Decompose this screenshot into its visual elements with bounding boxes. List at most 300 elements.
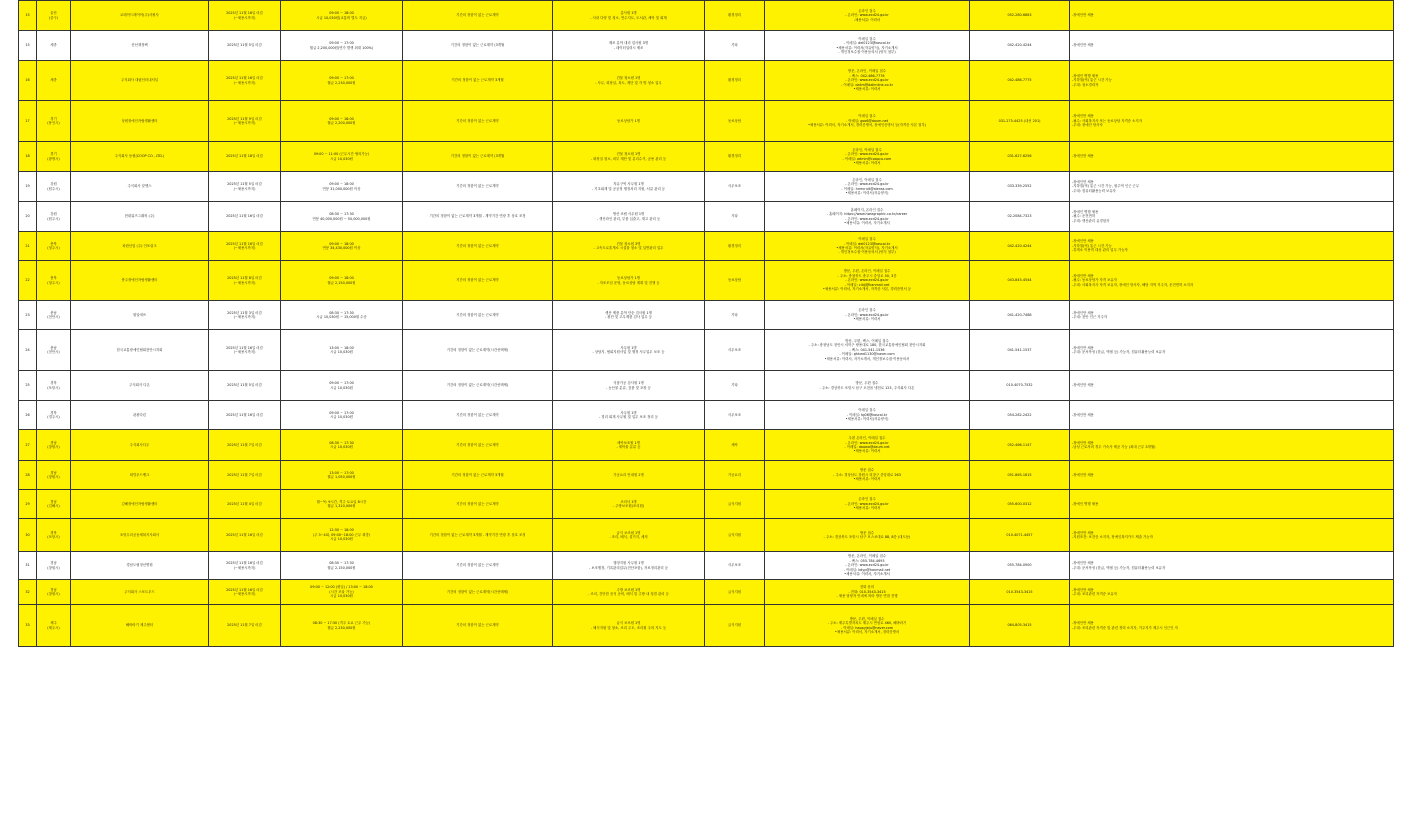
cell-phone — [970, 172, 1070, 202]
cell-apply-line: - 이메일: tg06@koscol.kr — [846, 412, 888, 417]
cell-phone — [970, 261, 1070, 301]
cell-company — [71, 605, 209, 647]
cell-hours — [281, 1, 403, 31]
cell-duration-text: 기간의 정함이 없는 근로계약 (3개월 — [450, 154, 505, 159]
cell-reqs-line: -장애인만 채용 — [1072, 587, 1094, 592]
cell-hours-line: 월급 1,310,000원 — [327, 504, 356, 508]
cell-region — [37, 61, 71, 101]
cell-deadline-line: 2025년 11월 7일 마감 — [227, 442, 262, 447]
cell-region-line: (중구) — [48, 15, 59, 20]
cell-duration — [403, 401, 553, 430]
cell-type-text: 동료상담 — [727, 278, 742, 283]
cell-reqs-line: -장애인만 채용 — [1072, 345, 1094, 350]
cell-apply-line: 전화 문의 — [859, 585, 875, 590]
cell-region-line: (창원시) — [47, 445, 60, 449]
cell-type-text: 급식지원 — [727, 589, 742, 594]
cell-region — [37, 172, 71, 202]
cell-type-text: 급식지원 — [727, 623, 742, 628]
cell-region-line: (포항시) — [47, 385, 60, 390]
cell-duty-line: 총사원 1명 — [620, 11, 637, 16]
cell-deadline — [209, 430, 281, 461]
cell-duration-text: 기간의 정함이 없는 근로계약 — [456, 623, 499, 628]
cell-type — [705, 490, 765, 519]
row-number: 28 — [25, 472, 30, 477]
cell-phone — [970, 202, 1070, 232]
cell-apply-line: •채용서류: 이력서 — [853, 449, 881, 454]
cell-duration-text: 기간의 정함이 없는 근로계약 — [456, 13, 499, 18]
cell-phone — [970, 61, 1070, 101]
cell-apply — [765, 371, 970, 401]
cell-apply-line: - 온라인: www.ecd24.go.kr — [845, 182, 889, 187]
cell-deadline — [209, 1, 281, 31]
cell-company — [71, 232, 209, 261]
cell-duty — [553, 261, 705, 301]
cell-phone-text: 033-339-2552 — [1007, 184, 1032, 189]
cell-phone — [970, 552, 1070, 580]
cell-apply-line: - 전화: 010-3543-3415 — [848, 589, 886, 594]
cell-reqs-line: -지하철(역) 통근 시간 가능, 원주역 인근 근무 — [1072, 184, 1140, 189]
cell-phone — [970, 430, 1070, 461]
cell-duty — [553, 61, 705, 101]
cell-deadline-line: (~채용시까지) — [233, 121, 256, 125]
cell-hours-line: 월급 2,150,000원 — [327, 280, 356, 285]
cell-duty — [553, 202, 705, 232]
cell-hours — [281, 330, 403, 371]
cell-apply — [765, 261, 970, 301]
cell-reqs-line: -필수: 사회복지사 또는 동료상담 자격증 소지자 — [1072, 118, 1142, 123]
cell-phone-text: 042-420-4244 — [1007, 243, 1032, 248]
cell-apply-line: -채용서류: 이력서 — [853, 17, 881, 22]
cell-hours-line: 월급 2,200,000원(연가 발생 최대 100%) — [309, 45, 374, 50]
cell-apply-line: 방문, 온라인, 이메일 접수 — [847, 69, 887, 74]
row-number: 30 — [25, 532, 30, 537]
cell-deadline-line: 2025년 11월 16일 마감 — [226, 76, 263, 81]
cell-duty-line: - 경리 회계 사무원 및 업무 보조 정리 등 — [599, 415, 658, 419]
cell-region — [37, 552, 71, 580]
cell-duty — [553, 31, 705, 61]
cell-duty — [553, 142, 705, 172]
cell-duty-line: 제조 분야 대리 업사원 3명 — [608, 41, 649, 46]
cell-duration — [403, 232, 553, 261]
cell-company-text: 현대위즈그래픽 (주) — [124, 214, 155, 219]
table-row — [19, 371, 1394, 401]
cell-phone-text: 010-3543-3415 — [1006, 589, 1033, 594]
cell-duty-line: 급식 보조원 1명 — [616, 530, 641, 535]
table-row — [19, 490, 1394, 519]
cell-apply-line: - 주소: 충청남도 천안시 서북구 쌍용대로 180, 한국교통장애인협회 천안시지회 — [808, 343, 926, 348]
cell-duty — [553, 301, 705, 330]
cell-no — [19, 519, 37, 552]
cell-phone — [970, 142, 1070, 172]
cell-reqs-line: -우대: 문서작성 (한글, 엑셀 등) 가능자, 컴퓨터활용능력 보유자 — [1072, 350, 1166, 354]
cell-company — [71, 330, 209, 371]
cell-reqs-line: -장애인만 채용 — [1072, 13, 1094, 18]
cell-duration-text: 기간의 정함이 없는 근로계약 3개월 — [451, 472, 504, 477]
cell-duration — [403, 301, 553, 330]
cell-duration — [403, 461, 553, 490]
cell-type — [705, 330, 765, 371]
cell-company-text: 포항우리공동체복지사회사 — [119, 532, 160, 537]
cell-reqs-line: -우대: 장애인 당사자 — [1072, 123, 1103, 128]
cell-reqs-line: -우대: 문서작성 (한글, 엑셀 등) 가능자, 컴퓨터활용능력 보유자 — [1072, 565, 1166, 570]
cell-duty-line: 행정지원 사무원 1명 — [613, 561, 644, 566]
cell-company — [71, 61, 209, 101]
cell-duty-line: 동료상담가 1명 — [617, 276, 640, 281]
cell-duration-text: 기간의 정함이 없는 근로계약 — [456, 412, 499, 417]
cell-duration — [403, 142, 553, 172]
cell-deadline-line: (~채용시까지) — [233, 15, 256, 20]
table-row — [19, 202, 1394, 232]
cell-duty — [553, 461, 705, 490]
cell-hours-line: 시급 10,030원 — [330, 415, 353, 419]
cell-no — [19, 142, 37, 172]
cell-hours — [281, 401, 403, 430]
cell-apply-line: •채용서류: 이력서(자유양식), 자기소개서 — [836, 246, 898, 250]
cell-duration — [403, 1, 553, 31]
cell-company — [71, 101, 209, 142]
cell-apply-line: - 주소: 경상북도 포항시 남구 포스코대로 88, 8층 (대도동) — [823, 535, 911, 539]
row-number: 15 — [25, 13, 30, 18]
cell-no — [19, 202, 37, 232]
cell-deadline-line: 2025년 11월 5일 마감 — [227, 43, 262, 48]
cell-company — [71, 552, 209, 580]
cell-hours — [281, 61, 403, 101]
cell-duty-line: 자유구역 사무원 1명 — [613, 182, 644, 187]
cell-apply-line: •채용서류: 이력서(자유양식) — [845, 190, 889, 195]
row-number: 17 — [25, 118, 30, 123]
cell-duration-text: 기간의 정함이 없는 근로계약 — [456, 243, 499, 248]
cell-duty-line: - 보조행정, 기록관리업무(전산포함), 자료정리관리 등 — [588, 565, 669, 570]
cell-phone — [970, 490, 1070, 519]
cell-company — [71, 461, 209, 490]
table-row — [19, 301, 1394, 330]
cell-company-text: 주식회사 알엔스 — [127, 184, 152, 189]
cell-deadline — [209, 301, 281, 330]
cell-apply-line: 홈페이지, 온라인 접수 — [850, 207, 884, 212]
cell-deadline-line: 2025년 11월 16일 마감 — [226, 412, 263, 417]
cell-region-line: (청주시) — [47, 246, 60, 250]
cell-duty-line: - 사무, 화장실, 복도, 계단 및 각 방 청소 업무 — [595, 80, 662, 85]
cell-region-line: 경기 — [50, 116, 57, 121]
cell-apply — [765, 461, 970, 490]
cell-hours-line: 08:30 ~ 17:30 — [329, 561, 354, 566]
cell-reqs-line: -필수: 동료상담가 자격 보유자 — [1072, 278, 1117, 283]
cell-duration-text: 기간의 정함이 없는 근로계약 3개월 - 계약기간 연장 후 상호 조정 — [429, 214, 526, 219]
cell-apply-line: 이메일 접수 — [858, 36, 876, 41]
job-table — [18, 0, 1394, 647]
cell-duration — [403, 371, 553, 401]
cell-company-text: 해바라기 제주센터 — [125, 623, 154, 628]
job-listing-sheet — [18, 0, 1393, 647]
cell-deadline — [209, 490, 281, 519]
cell-type — [705, 301, 765, 330]
cell-reqs — [1070, 401, 1394, 430]
cell-no — [19, 552, 37, 580]
cell-deadline — [209, 461, 281, 490]
cell-region — [37, 1, 71, 31]
cell-region-line: (창원시) — [47, 475, 60, 479]
row-number: 21 — [25, 243, 30, 248]
cell-hours-line: 09:00 ~ 12:00 (평일) / 13:00 ~ 18:00 — [310, 585, 373, 590]
cell-apply-line: - 온라인: www.ecd24.go.kr — [845, 440, 889, 445]
cell-phone-text: 010-4070-7532 — [1006, 383, 1033, 388]
cell-region-line: (원주시) — [47, 186, 60, 191]
cell-hours — [281, 202, 403, 232]
cell-duty — [553, 580, 705, 605]
cell-type — [705, 31, 765, 61]
cell-duration-text: 기간의 정함이 없는 근로계약 — [456, 501, 499, 506]
cell-reqs-line: -장애인 병행 채용 — [1072, 501, 1099, 506]
cell-type-text: 사무보조 — [727, 184, 742, 189]
cell-hours-line: 08:30 ~ 17:30 — [329, 212, 354, 217]
cell-region — [37, 202, 71, 232]
cell-apply-line: 우편 온라인, 이메일 접수 — [848, 436, 886, 441]
cell-region — [37, 301, 71, 330]
cell-duration-text: 기간의 정함이 없는 근로계약 — [456, 184, 499, 189]
cell-deadline — [209, 261, 281, 301]
cell-deadline-line: (~채용시까지) — [233, 186, 256, 191]
cell-reqs-line: -장애인만 채용 — [1072, 412, 1094, 417]
cell-region-line: 경남 — [50, 587, 57, 592]
cell-region-line: 경남 — [50, 561, 57, 566]
cell-reqs-line: -우대: 컴퓨터활용능력 보유자 — [1072, 188, 1116, 193]
table-row — [19, 519, 1394, 552]
cell-region-line: (청주시) — [47, 280, 60, 285]
cell-hours-line: 09:00 ~ 18:00 — [329, 116, 354, 121]
cell-phone — [970, 232, 1070, 261]
cell-apply-line: 온라인 접수 — [858, 308, 876, 313]
cell-reqs-line: -장애인만 채용 — [1072, 621, 1094, 626]
cell-duty-line: 사무원 1명 — [620, 345, 637, 350]
cell-duty-line: - 생산라인 관리, 부품 입출고, 재고 관리 등 — [596, 216, 661, 221]
cell-duty-line: - 원단 및 고무제품 검사 업무 등 — [605, 315, 652, 319]
cell-apply — [765, 31, 970, 61]
cell-deadline-line: 2025년 11월 16일 마감 — [226, 345, 263, 350]
cell-reqs — [1070, 172, 1394, 202]
cell-apply-line: - 홈페이지: https://www.hwizgraphic.co.kr/career — [826, 212, 908, 217]
cell-reqs-line: -지원조건: 보건증 소지자, 장애인복지카드 제출 가능자 — [1072, 535, 1153, 539]
cell-hours-line: 08:30 ~ 17:30 — [329, 440, 354, 445]
cell-reqs-line: -우대: 생산관리 유경험자 — [1072, 218, 1110, 223]
cell-hours-line: 월급 2,200,000원 — [327, 121, 356, 125]
cell-company — [71, 401, 209, 430]
cell-hours — [281, 552, 403, 580]
cell-region-line: 세종 — [50, 43, 57, 48]
cell-hours-line: 09:00 ~ 17:00 — [329, 381, 354, 386]
cell-reqs-line: -휴게소 이용객 대상 관리 업무 가능자 — [1072, 248, 1128, 253]
cell-apply-line: - 이메일: del0123@koscol.kr — [843, 241, 891, 246]
cell-no — [19, 330, 37, 371]
cell-duty-line: 식품가공 검사원 1명 — [613, 381, 644, 386]
cell-deadline — [209, 519, 281, 552]
cell-type — [705, 261, 765, 301]
cell-duty — [553, 552, 705, 580]
cell-type-text: 기타 — [731, 43, 738, 48]
cell-region-line: 강원 — [50, 182, 57, 187]
cell-reqs-line: -우대: 청소경력자 — [1072, 82, 1099, 87]
cell-apply — [765, 605, 970, 647]
cell-region-line: (제주시) — [47, 625, 60, 630]
cell-hours-line: 08:30 ~ 17:30 — [329, 310, 354, 315]
cell-region-line: 경북 — [50, 410, 57, 415]
cell-duty — [553, 605, 705, 647]
cell-region-line: (창원시) — [47, 592, 60, 596]
cell-phone — [970, 580, 1070, 605]
cell-hours-line: 월급 2,230,000원 — [327, 80, 356, 85]
cell-reqs-line: -장애인만 채용 — [1072, 154, 1094, 159]
cell-reqs-line: -장애인만 채용 — [1072, 179, 1094, 184]
cell-apply-line: 방문, 우편, 팩스, 이메일 접수 — [845, 338, 889, 343]
cell-apply — [765, 232, 970, 261]
cell-type-text: 세탁 — [731, 442, 738, 447]
cell-phone — [970, 330, 1070, 371]
cell-apply-line: 온라인 접수 — [858, 497, 876, 502]
cell-reqs-line: -우대: 조리관련 자격증 및 관련 경력 소지자, 거주지가 제주시 인근인 자 — [1072, 625, 1178, 630]
cell-company — [71, 202, 209, 232]
cell-type-text: 동료상담 — [727, 118, 742, 123]
cell-region — [37, 142, 71, 172]
cell-duty-line: 조리사 1명 — [620, 499, 637, 504]
cell-no — [19, 401, 37, 430]
cell-apply — [765, 61, 970, 101]
cell-phone-text: 054-282-2422 — [1007, 412, 1032, 417]
cell-company — [71, 142, 209, 172]
cell-hours — [281, 605, 403, 647]
cell-apply — [765, 1, 970, 31]
cell-region-line: 강원 — [50, 212, 57, 217]
cell-hours-line: 시급 10,030원(교통비 별도 지급) — [316, 15, 367, 20]
cell-apply — [765, 401, 970, 430]
cell-hours — [281, 101, 403, 142]
cell-company — [71, 31, 209, 61]
cell-deadline-line: 2025년 11월 9일 마감 — [227, 116, 262, 121]
cell-duty — [553, 172, 705, 202]
cell-apply — [765, 430, 970, 461]
cell-reqs — [1070, 461, 1394, 490]
table-row — [19, 232, 1394, 261]
cell-company — [71, 519, 209, 552]
cell-apply-line: - 이메일: cildj@hanmail.net — [844, 282, 890, 287]
cell-phone-text: 064-805-3415 — [1007, 623, 1032, 628]
cell-duration — [403, 605, 553, 647]
cell-phone — [970, 519, 1070, 552]
cell-reqs — [1070, 490, 1394, 519]
cell-deadline-line: 2025년 11월 7일 마감 — [227, 472, 262, 477]
cell-type-text: 급식지원 — [727, 501, 742, 506]
cell-duty-line: - 조리, 배식, 설거지, 세척 — [609, 535, 648, 539]
cell-region-line: 경북 — [50, 530, 57, 535]
cell-company-text: 상원장애인자립생활센터 — [121, 118, 158, 123]
cell-apply — [765, 301, 970, 330]
cell-apply-line: - 개인정보수집·이용동의서 (양식 첨부) — [838, 250, 896, 255]
cell-region-line: (김해시) — [47, 504, 60, 508]
cell-apply-line: 이메일 접수 — [858, 408, 876, 413]
row-number: 32 — [25, 589, 30, 594]
cell-company — [71, 580, 209, 605]
cell-company — [71, 172, 209, 202]
cell-apply-line: •채용서류: 이력서, 자기소개서, 경력증명서 — [834, 629, 900, 634]
cell-duration — [403, 519, 553, 552]
cell-duty — [553, 1, 705, 31]
cell-no — [19, 172, 37, 202]
cell-apply-line: 방문 접수 — [859, 468, 875, 473]
table-row — [19, 142, 1394, 172]
cell-no — [19, 490, 37, 519]
cell-phone-text: 043-845-4544 — [1007, 278, 1032, 283]
cell-region-line: 경남 — [50, 470, 57, 475]
cell-phone-text: 042-420-4244 — [1007, 43, 1032, 48]
cell-region-line: (천안시) — [47, 315, 60, 319]
cell-type — [705, 461, 765, 490]
cell-phone-text: 041-541-1537 — [1007, 347, 1032, 352]
table-row — [19, 101, 1394, 142]
cell-hours-line: 시급 10,030원 — [330, 350, 353, 354]
cell-hours-line: 시급 10,030원 — [330, 385, 353, 390]
cell-deadline — [209, 401, 281, 430]
cell-company-text: 관광다린 — [132, 412, 147, 417]
cell-duty-line: - 사내 다양 및 청소, 연수지도, 도서관, 세탁 및 회계 — [590, 15, 667, 20]
cell-apply-line: 온라인, 이메일 접수 — [852, 147, 882, 152]
cell-deadline — [209, 580, 281, 605]
cell-deadline — [209, 330, 281, 371]
row-number: 23 — [25, 312, 30, 317]
row-number: 24 — [25, 347, 30, 352]
cell-deadline — [209, 371, 281, 401]
cell-deadline-line: 2025년 11월 18일 마감 — [226, 154, 263, 159]
cell-duration-text: 기간의 정함이 없는 근로계약(시간선택제) — [446, 589, 509, 594]
cell-duration — [403, 101, 553, 142]
cell-duration-text: 기간의 정함이 없는 근로계약 (3개월 — [450, 43, 505, 48]
cell-apply-line: •채용서류: 이력서, 자기소개서, 개인정보수집·이용동의서 — [824, 356, 910, 361]
cell-deadline-line: (~채용시까지) — [233, 80, 256, 85]
cell-duration-text: 기간의 정함이 없는 근로계약 — [456, 442, 499, 447]
cell-hours — [281, 430, 403, 461]
cell-reqs-line: -우대: 사회복지사 자격 보유자, 장애인 당사자, 해당 지역 거주자, 운전면허 소지자 — [1072, 282, 1194, 287]
cell-no — [19, 605, 37, 647]
cell-apply-line: •채용서류: 이력서 — [853, 477, 881, 482]
cell-company — [71, 371, 209, 401]
cell-reqs — [1070, 261, 1394, 301]
row-number: 26 — [25, 412, 30, 417]
cell-duty-line: 생산 제품 분야 단순 검사원 1명 — [605, 310, 652, 315]
cell-region — [37, 490, 71, 519]
cell-reqs — [1070, 430, 1394, 461]
cell-apply-line: - 이메일: kdyp@hanmail.net — [843, 567, 891, 572]
cell-apply-line: - 개인정보수집·이용동의서 (양식 첨부) — [838, 49, 896, 54]
cell-phone-text: 055-600-0312 — [1007, 501, 1032, 506]
cell-reqs — [1070, 605, 1394, 647]
cell-company-text: 주식회사 대림인터내셔널 — [120, 78, 159, 83]
cell-duration — [403, 330, 553, 371]
cell-type — [705, 101, 765, 142]
cell-apply-line: 방문, 우편, 온라인, 이메일 접수 — [843, 269, 891, 274]
cell-reqs — [1070, 232, 1394, 261]
cell-apply-line: 방문, 우편, 이메일 접수 — [849, 616, 885, 621]
cell-hours — [281, 371, 403, 401]
cell-region-line: (천안시) — [47, 350, 60, 354]
cell-region-line: (포항시) — [47, 535, 60, 539]
cell-deadline-line: 2025년 11월 3일 마감 — [227, 310, 262, 315]
cell-apply-line: - 온라인: www.ecd24.go.kr — [845, 278, 889, 283]
cell-duty — [553, 232, 705, 261]
cell-apply-line: •채용서류: 이력서(자유양식), 자기소개서 — [836, 45, 898, 50]
cell-type — [705, 61, 765, 101]
row-number: 29 — [25, 501, 30, 506]
cell-region-line: (원주시) — [47, 216, 60, 221]
cell-region — [37, 461, 71, 490]
cell-deadline-line: (~채용시까지) — [233, 565, 256, 570]
cell-type — [705, 172, 765, 202]
